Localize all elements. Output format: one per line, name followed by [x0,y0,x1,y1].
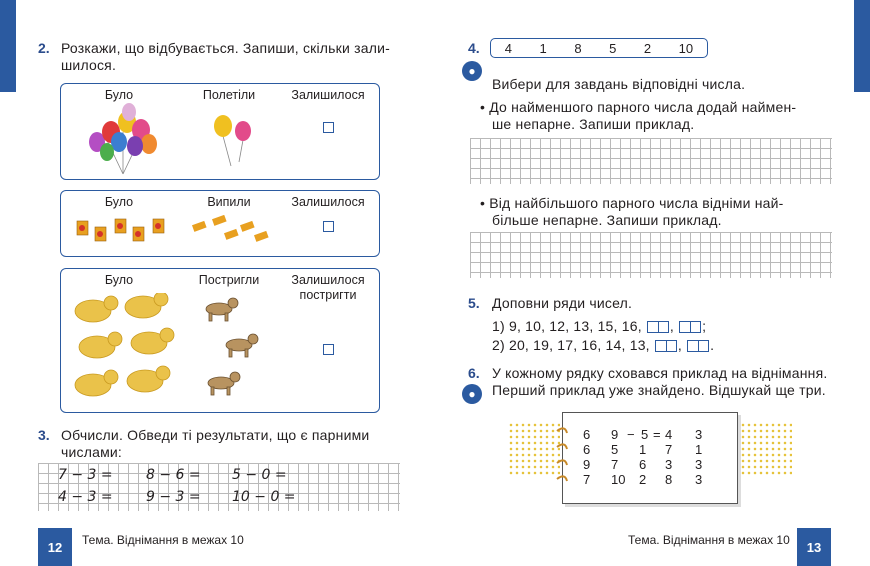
r1c3: − [627,427,635,442]
row2-blank-2[interactable] [687,340,709,352]
task4-intro: Вибери для завдань відповідні числа. [492,76,746,92]
row2-numbers: 20, 19, 17, 16, 14, 13, [508,337,650,353]
r3c5: 3 [695,457,703,472]
r2c2: 5 [611,442,619,457]
box2-was-label: Було [104,195,134,209]
row2-blank-1[interactable] [655,340,677,352]
fluffy-dogs-image [69,293,189,409]
expr-6: 10 − 0 = [232,489,296,505]
expr-2: 8 − 6 = [146,467,201,483]
number-row-4 [583,472,702,487]
empty-juice-boxes-image [191,215,276,251]
expr-5: 9 − 3 = [146,489,201,505]
box2-left-label: Залишилося [291,195,365,209]
r4c3: 2 [639,472,647,487]
number-row-1 [583,427,702,442]
task6-text [492,365,837,399]
row1-blank-2[interactable] [679,321,701,333]
balloons-bunch-image [83,102,163,177]
task2-text [61,40,406,74]
task4-bullet2-line1: • Від найбільшого парного числа відніми най- [480,195,784,211]
right-footer-topic: Тема. Віднімання в межах 10 [628,533,790,547]
task4-number-strip [490,38,708,58]
r1c7: 3 [695,427,703,442]
spiral-binding [555,423,569,493]
full-juice-boxes-image [75,213,175,253]
number-row-2 [583,442,702,457]
number-rows [583,427,702,487]
box3-left-label-line2: постригти [299,288,357,302]
task2-number: 2. [38,40,50,56]
task3-line2: числами: [61,444,123,460]
strip-number-1: 4 [504,40,512,56]
left-footer-topic: Тема. Віднімання в межах 10 [82,533,244,547]
notepad [562,412,738,504]
task4-number: 4. [468,40,480,56]
task5-title: Доповни ряди чисел. [492,295,633,311]
row1-end: ; [702,318,707,334]
task4-grid-1[interactable] [470,138,832,184]
r3c1: 9 [583,457,591,472]
task3-number: 3. [38,427,50,443]
right-page-number: 13 [797,528,831,566]
box3-cut-label: Постригли [198,273,260,287]
task2-line2: шилося. [61,57,117,73]
r1c1: 6 [583,427,591,442]
task5-row1: 1) 9, 10, 12, 13, 15, 16, , ; [492,318,707,334]
trimmed-dogs-image [199,295,269,401]
expr-3: 5 − 0 = [232,467,287,483]
task4-bullet2-line2: більше непарне. Запиши приклад. [492,212,722,228]
r1c6: 4 [665,427,673,442]
dots-decoration-left [508,422,560,476]
row2-label: 2) [492,337,505,353]
task5-number: 5. [468,295,480,311]
strip-number-4: 5 [609,40,617,56]
row1-numbers: 9, 10, 12, 13, 15, 16, [508,318,642,334]
task4-bullet1-line1: • До найменшого парного числа додай наймен- [480,99,797,115]
row1-label: 1) [492,318,505,334]
box2-drank-label: Випили [207,195,251,209]
right-page-tab [854,0,870,92]
strip-number-5: 2 [643,40,652,56]
r4c1: 7 [583,472,591,487]
r4c5: 3 [695,472,703,487]
r3c2: 7 [611,457,619,472]
task3-line1: Обчисли. Обведи ті результати, що є парними [61,427,370,443]
box3-was-label: Було [104,273,134,287]
r3c3: 6 [639,457,647,472]
row1-blank-1[interactable] [647,321,669,333]
box2-answer-square[interactable] [323,221,334,232]
number-row-3 [583,457,702,472]
box3-left-label-line1: Залишилося [291,273,365,287]
box3-answer-square[interactable] [323,344,334,355]
box1-answer-square[interactable] [323,122,334,133]
task5-row2: 2) 20, 19, 17, 16, 14, 13, , . [492,337,715,353]
r2c4: 7 [665,442,673,457]
task4-grid-2[interactable] [470,232,832,278]
r1c2: 9 [611,427,619,442]
box1-left-label: Залишилося [291,88,365,102]
r2c1: 6 [583,442,591,457]
strip-number-3: 8 [574,40,582,56]
two-balloons-image [209,112,259,167]
task3-grid[interactable] [38,463,400,511]
lightbulb-icon-2: ● [462,384,482,404]
task6-number: 6. [468,365,480,381]
dogs-box [60,268,380,413]
task2-line1: Розкажи, що відбувається. Запиши, скільки зали- [61,40,390,56]
r3c4: 3 [665,457,673,472]
lightbulb-icon: ● [462,61,482,81]
juice-box [60,190,380,257]
task4-bullet1-line2: ше непарне. Запиши приклад. [492,116,695,132]
strip-number-6: 10 [678,40,694,56]
row2-end: . [710,337,715,353]
task3-text [61,427,406,461]
r1c4: 5 [641,427,649,442]
task4-bullet1 [480,99,820,133]
balloons-box [60,83,380,180]
dots-decoration-right [740,422,792,476]
strip-number-2: 1 [539,40,547,56]
r2c5: 1 [695,442,703,457]
expr-4: 4 − 3 = [58,489,113,505]
box1-was-label: Було [104,88,134,102]
r4c2: 10 [611,472,626,487]
task6-line2: Перший приклад уже знайдено. Відшукай ще три. [492,382,826,398]
task6-line1: У кожному рядку сховався приклад на віднімання. [492,365,828,381]
box3-left-label [283,273,373,303]
task4-bullet2 [480,195,820,229]
left-page-tab [0,0,16,92]
r2c3: 1 [639,442,647,457]
r4c4: 8 [665,472,673,487]
expr-1: 7 − 3 = [58,467,113,483]
box1-flew-label: Полетіли [202,88,256,102]
left-page-number: 12 [38,528,72,566]
r1c5: = [653,427,661,442]
